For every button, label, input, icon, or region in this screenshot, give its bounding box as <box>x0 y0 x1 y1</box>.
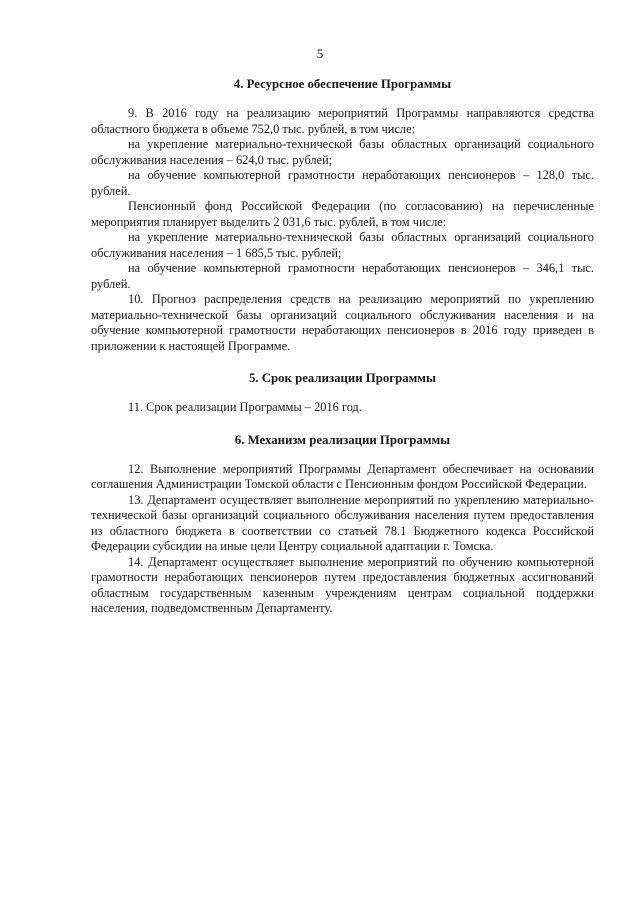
section-title-resources: 4. Ресурсное обеспечение Программы <box>233 77 452 91</box>
page-number: 5 <box>316 46 324 61</box>
paragraph-pension-fund-item-2: на обучение компьютерной грамотности неработающих пенсионеров – 346,1 тыс. рублей. <box>91 261 594 291</box>
paragraph-9-item-2: на обучение компьютерной грамотности неработающих пенсионеров – 128,0 тыс. рублей. <box>91 168 594 198</box>
document-body <box>91 76 594 617</box>
paragraph-9: 9. В 2016 году на реализацию мероприятий Программы направляются средства областного бюджета в объеме 752,0 тыс. рублей, в том числе: <box>91 106 594 136</box>
paragraph-10: 10. Прогноз распределения средств на реализацию мероприятий по укреплению материально-технической базы организаций социального обслуживания населения и на обучение компьютерной грамотности неработающих пенсионеров в 2016 году приведен в приложении к настоящей Программе. <box>91 292 594 353</box>
section-title-mechanism: 6. Механизм реализации Программы <box>234 432 451 447</box>
paragraph-14: 14. Департамент осуществляет выполнение мероприятий по обучению компьютерной грамотности неработающих пенсионеров путем предоставления бюджетных ассигнований областным государственным казенным учреждениям центрам социальной поддержки населения, подведомственным Департаменту. <box>91 554 594 615</box>
section-title-term: 5. Срок реализации Программы <box>248 371 437 385</box>
paragraph-pension-fund-item-1: на укрепление материально-технической базы областных организаций социального обслуживания населения – 1 685,5 тыс. рублей; <box>91 230 594 260</box>
paragraph-12: 12. Выполнение мероприятий Программы Департамент обеспечивает на основании соглашения Администрации Томской области с Пенсионным фондом Российской Федерации. <box>91 461 594 491</box>
paragraph-13: 13. Департамент осуществляет выполнение мероприятий по укреплению материально-технической базы организаций социального обслуживания населения путем предоставления из областного бюджета в соответствии со статьей 78.1 Бюджетного кодекса Российской Федерации субсидии на иные цели Центру социальной адаптации г. Томска. <box>91 492 594 553</box>
paragraph-9-item-1: на укрепление материально-технической базы областных организаций социального обслуживания населения – 624,0 тыс. рублей; <box>91 137 594 167</box>
paragraph-11: 11. Срок реализации Программы – 2016 год. <box>128 400 362 414</box>
paragraph-pension-fund: Пенсионный фонд Российской Федерации (по согласованию) на перечисленные мероприятия планирует выделить 2 031,6 тыс. рублей, в том числе: <box>91 199 594 229</box>
